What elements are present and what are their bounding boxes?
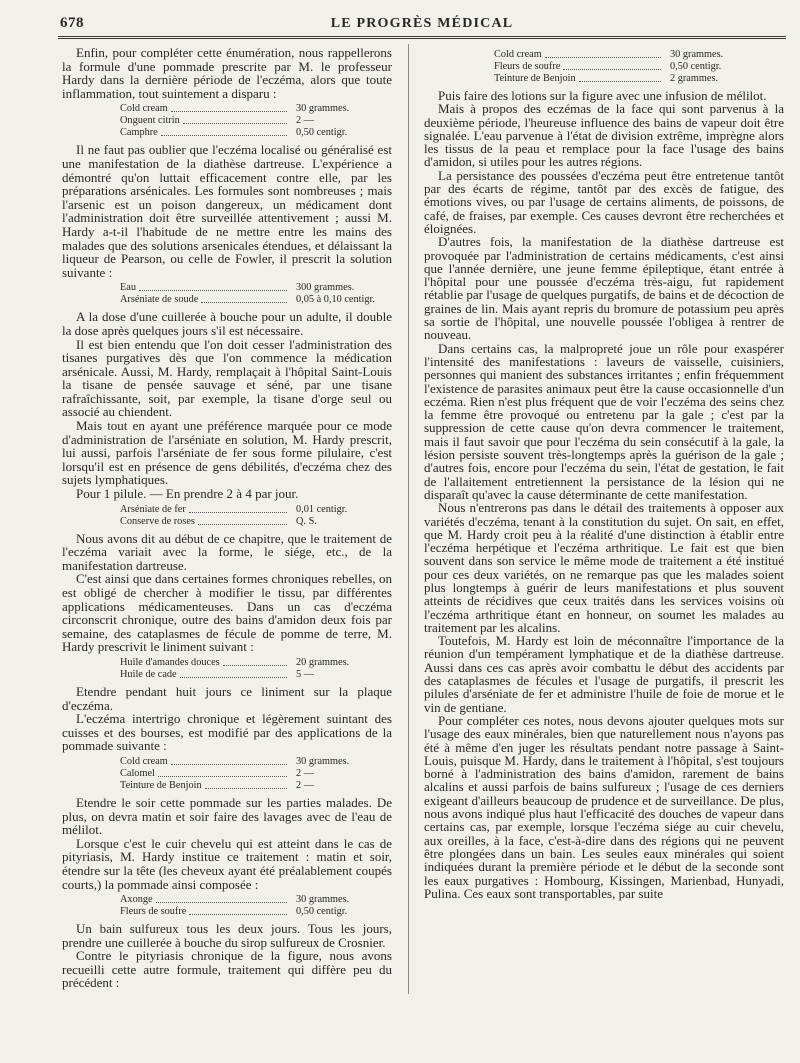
ingredient-quantity: 30 grammes. xyxy=(296,894,350,906)
ingredient-quantity: 0,01 centigr. xyxy=(296,503,348,515)
formula-ingredient xyxy=(494,73,664,85)
formula-row xyxy=(120,669,392,681)
formula-ingredient xyxy=(120,294,290,306)
formula-row xyxy=(120,516,392,528)
formula-ingredient xyxy=(120,516,290,528)
dot-leader xyxy=(205,788,287,789)
dot-leader xyxy=(171,764,287,765)
ingredient-name: Cold cream xyxy=(494,49,542,60)
dot-leader xyxy=(180,677,287,678)
paragraph: Etendre le soir cette pommade sur les parties malades. De plus, on devra matin et soir faire des lavages avec de l'eau de mélilot. xyxy=(62,794,392,838)
paragraph: D'autres fois, la manifestation de la diathèse dartreuse est provoquée par l'administration de certains médicaments, c'est ainsi que l'année dernière, une jeune femme épileptique, étant entrée à l'hôpital pour une poussée d'eczéma très-aigu, fut rapidement rétablie par l'usage de quelques purgatifs, de bains et de décoction de graines de lin. Mais ayant repris du bromure de potassium peu après sa sortie de l'hôpital, une nouvelle poussée l'obligea à rentrer de nouveau. xyxy=(424,234,784,343)
formula xyxy=(62,657,392,681)
paragraph: Il est bien entendu que l'on doit cesser l'administration des tisanes purgatives dès que l'on commence la médication arsénicale. Aussi, M. Hardy, remplaçait à l'hôpital Saint-Louis la tisane de pensée sauvage et séné, par une tisane rafraîchissante, soit, par exemple, la tisane d'orge seul ou associé au chiendent. xyxy=(62,336,392,420)
formula-row xyxy=(120,115,392,127)
formula xyxy=(424,49,784,85)
column-divider xyxy=(408,44,409,994)
ingredient-name: Huile d'amandes douces xyxy=(120,656,220,668)
ingredient-name: Cold cream xyxy=(120,755,168,767)
paragraph: Pour compléter ces notes, nous devons ajouter quelques mots sur l'usage des eaux minérales, bien que naturellement nous n'ayons pas été à même d'en juger les résultats pendant notre passage à Saint-Louis, puisque M. Hardy, dans le traitement à l'hôpital, s'est toujours borné à l'administration des bains d'amidon, rarement de bains alcalins et aussi parfois de bains sulfureux ; l'usage de ces derniers exigeant d'ailleurs beaucoup de prudence et de surveillance. De plus, nous avons indiqué plus haut l'efficacité des douches de vapeur dans certains cas, par exemple, lorsque l'eczéma siége au cuir chevelu, aux oreilles, à la face, c'est-à-dire dans des régions qui ne peuvent être plongées dans un bain. Les seules eaux minérales qui soient indiquées durant la première période et le début de la seconde sont les eaux purgatives : Hombourg, Kissingen, Marienbad, Hunyadi, Pulina. Ces eaux sont transportables, par suite xyxy=(424,712,784,901)
formula-ingredient xyxy=(494,49,664,61)
formula-row xyxy=(120,282,392,294)
ingredient-quantity: 20 grammes. xyxy=(296,656,350,668)
formula-ingredient xyxy=(120,504,290,516)
ingredient-quantity: 5 — xyxy=(296,668,315,680)
formula-ingredient xyxy=(120,768,290,780)
page-number: 678 xyxy=(60,15,84,31)
dot-leader xyxy=(161,135,287,136)
ingredient-name: Fleurs de soufre xyxy=(494,61,561,72)
paragraph: Enfin, pour compléter cette énumération, nous rappellerons la formule d'une pommade prescrite par M. le professeur Hardy dans la dernière période de l'eczéma, alors que toute inflammation, tout suintement a disparu : xyxy=(62,45,392,101)
ingredient-quantity: Q. S. xyxy=(296,515,317,527)
paragraph: Nous avons dit au début de ce chapitre, que le traitement de l'eczéma variait avec la forme, le siége, etc., de la manifestation dartreuse. xyxy=(62,530,392,573)
paragraph: Etendre pendant huit jours ce liniment sur la plaque d'eczéma. xyxy=(62,683,392,713)
ingredient-name: Teinture de Benjoin xyxy=(494,73,576,84)
ingredient-name: Eau xyxy=(120,282,137,294)
ingredient-name: Fleurs de soufre xyxy=(120,906,187,918)
dot-leader xyxy=(223,665,287,666)
paragraph: Pour 1 pilule. — En prendre 2 à 4 par jour. xyxy=(76,486,299,502)
formula-row xyxy=(120,756,392,768)
formula-row xyxy=(120,768,392,780)
formula-ingredient xyxy=(120,780,290,792)
formula-row xyxy=(120,906,392,918)
paragraph: L'eczéma intertrigo chronique et légèrement suintant des cuisses et des bourses, est modifié par des applications de la pommade suivante : xyxy=(62,711,392,754)
ingredient-name: Arséniate de soude xyxy=(120,294,199,306)
ingredient-quantity: 2 — xyxy=(296,767,315,779)
ingredient-quantity: 0,50 centigr. xyxy=(670,61,722,72)
formula xyxy=(62,282,392,306)
ingredient-name: Cold cream xyxy=(120,103,168,115)
formula-ingredient xyxy=(120,657,290,669)
formula-row xyxy=(120,780,392,792)
paragraph: Contre le pityriasis chronique de la figure, nous avons recueilli cette autre formule, traitement qui diffère peu du précédent : xyxy=(62,948,392,991)
formula-row xyxy=(494,73,784,85)
ingredient-quantity: 2 grammes. xyxy=(670,73,719,84)
dot-leader xyxy=(171,111,287,112)
formula xyxy=(62,504,392,528)
formula-row xyxy=(120,294,392,306)
left-column xyxy=(62,46,392,990)
paragraph: Mais à propos des eczémas de la face qui sont parvenus à la deuxième période, l'heureuse influence des bains de vapeur doit être signalée. L'eau parvenue à l'état de division extrême, imprègne alors les tissus de la peau et remplace pour la face l'usage des bains d'amidon, si utiles pour les autres régions. xyxy=(424,101,784,170)
formula-row xyxy=(120,103,392,115)
formula-row xyxy=(494,61,784,73)
ingredient-name: Teinture de Benjoin xyxy=(120,779,202,791)
dot-leader xyxy=(545,57,661,58)
formula-ingredient xyxy=(120,906,290,918)
ingredient-quantity: 0,50 centigr. xyxy=(296,906,348,918)
dot-leader xyxy=(563,69,661,70)
journal-title: LE PROGRÈS MÉDICAL xyxy=(330,16,514,31)
paragraph: Lorsque c'est le cuir chevelu qui est atteint dans le cas de pityriasis, M. Hardy institue ce traitement : matin et soir, étendre sur la tête (les cheveux ayant été préalablement coupés courts,) la pommade ainsi composée : xyxy=(62,835,392,892)
formula xyxy=(62,894,392,918)
dot-leader xyxy=(189,914,287,915)
ingredient-name: Huile de cade xyxy=(120,668,177,680)
ingredient-quantity: 30 grammes. xyxy=(670,49,724,60)
dot-leader xyxy=(158,776,287,777)
formula-ingredient xyxy=(120,282,290,294)
paragraph: Nous n'entrerons pas dans le détail des traitements à opposer aux variétés d'eczéma, tenant à la constitution du sujet. On sait, en effet, que M. Hardy croit peu à la réalité d'une distinction à établir entre l'eczéma herpétique et l'eczéma arthritique. Le fait est que bien souvent dans son service le même mode de traitement a été institué pour ces deux variétés, on ne remarque pas que les malades soient plus longtemps à guérir de leurs manifestations et plus souvent atteints de récidives que ceux traités dans les services voisins où l'eczéma arthritique étant en honneur, on soumet les malades au traitement par les alcalins. xyxy=(424,500,784,635)
ingredient-name: Onguent citrin xyxy=(120,115,180,127)
dot-leader xyxy=(156,902,287,903)
paragraph: Dans certains cas, la malpropreté joue un rôle pour exaspérer l'intensité des manifestations : laveurs de vaisselle, cuisiniers, personnes qui manient des substances irritantes ; enfin fréquemment l'existence de parasites animaux peut être la cause occasionnelle d'un eczéma. Rien n'est plus fréquent que de voir l'eczéma des seins chez la femme être provoqué ou entretenu par la gale ; c'est par la suppression de cette cause qu'on devra commencer le traitement, mais il faut savoir que pour l'eczéma du sein consécutif à la gale, la lésion persiste souvent très-longtemps après la guérison de la gale ; d'autres fois, encore pour l'eczéma du sein, l'état de gestation, le fait de l'allaitement entretiennent la persistance de la lésion qui ne disparaît qu'avec la cause déterminante de cette manifestation. xyxy=(424,340,784,502)
formula-ingredient xyxy=(120,894,290,906)
ingredient-name: Arséniate de fer xyxy=(120,503,186,515)
dot-leader xyxy=(198,524,287,525)
ingredient-quantity: 2 — xyxy=(296,115,315,127)
ingredient-quantity: 30 grammes. xyxy=(296,103,350,115)
formula-ingredient xyxy=(120,127,290,139)
right-column xyxy=(424,46,784,900)
paragraph: Un bain sulfureux tous les deux jours. Tous les jours, prendre une cuillerée à bouche du sirop sulfureux de Crosnier. xyxy=(62,921,392,950)
ingredient-quantity: 0,05 à 0,10 centigr. xyxy=(296,294,375,306)
formula-ingredient xyxy=(120,115,290,127)
page-header xyxy=(58,12,786,39)
dot-leader xyxy=(201,302,287,303)
formula-row xyxy=(120,657,392,669)
paragraph: Il ne faut pas oublier que l'eczéma localisé ou généralisé est une manifestation de la diathèse dartreuse. L'expérience a démontré qu'on luttait efficacement contre elle, par les préparations arsénicales. Les formules sont nombreuses ; mais l'arsenic est un poison dangereux, un médicament dont l'administration doit être surveillée attentivement ; aussi M. Hardy a-t-il l'habitude de ne mettre entre les mains des malades que des solutions arsenicales étendues, et délaissant la liqueur de Pearson, ou celle de Fowler, il prescrit la solution suivante : xyxy=(62,142,392,280)
paragraph: La persistance des poussées d'eczéma peut être entretenue tantôt par des écarts de régime, tantôt par des excès de fatigue, des émotions vives, ou par l'usage de certains aliments, de poissons, de café, de fraises, par exemple. Ces causes devront être recherchées et éloignées. xyxy=(424,167,784,236)
paragraph: C'est ainsi que dans certaines formes chroniques rebelles, on est obligé de chercher à modifier le tissu, par différentes applications médicamenteuses. Dans un cas d'eczéma circonscrit chronique, outre des bains d'amidon deux fois par semaine, des cataplasmes de fécule de pomme de terre, M. Hardy prescrivit le liniment suivant : xyxy=(62,571,392,655)
paragraph: Mais tout en ayant une préférence marquée pour ce mode d'administration de l'arséniate en solution, M. Hardy prescrit, lui aussi, parfois l'arséniate de fer sous forme pilulaire, c'est lorsqu'il est en présence de gens débilités, d'eczéma chez des sujets lymphatiques. xyxy=(62,418,392,488)
ingredient-quantity: 2 — xyxy=(296,779,315,791)
paragraph: Puis faire des lotions sur la figure avec une infusion de mélilot. xyxy=(438,88,767,103)
paragraph: Toutefois, M. Hardy est loin de méconnaître l'importance de la réunion d'un tempérament lymphatique et de la diathèse dartreuse. Aussi dans ces cas après avoir combattu le début des accidents par des cataplasmes de fécules et l'usage de purgatifs, il prescrit les pilules d'arséniate de fer et administre l'huile de foie de morue et le vin de gentiane. xyxy=(424,633,784,715)
formula-ingredient xyxy=(494,61,664,73)
formula-row xyxy=(120,127,392,139)
formula-ingredient xyxy=(120,103,290,115)
dot-leader xyxy=(139,290,287,291)
dot-leader xyxy=(579,81,661,82)
ingredient-name: Conserve de roses xyxy=(120,515,195,527)
formula xyxy=(62,103,392,139)
paragraph: A la dose d'une cuillerée à bouche pour un adulte, il double la dose après quelques jours s'il est nécessaire. xyxy=(62,309,392,338)
formula-row xyxy=(120,504,392,516)
ingredient-name: Calomel xyxy=(120,767,155,779)
dot-leader xyxy=(183,123,287,124)
ingredient-name: Axonge xyxy=(120,894,153,906)
formula-ingredient xyxy=(120,756,290,768)
ingredient-quantity: 300 grammes. xyxy=(296,282,355,294)
formula-row xyxy=(494,49,784,61)
ingredient-quantity: 0,50 centigr. xyxy=(296,127,348,139)
formula-ingredient xyxy=(120,669,290,681)
ingredient-quantity: 30 grammes. xyxy=(296,755,350,767)
ingredient-name: Camphre xyxy=(120,127,158,139)
formula-row xyxy=(120,894,392,906)
dot-leader xyxy=(189,512,287,513)
formula xyxy=(62,756,392,792)
